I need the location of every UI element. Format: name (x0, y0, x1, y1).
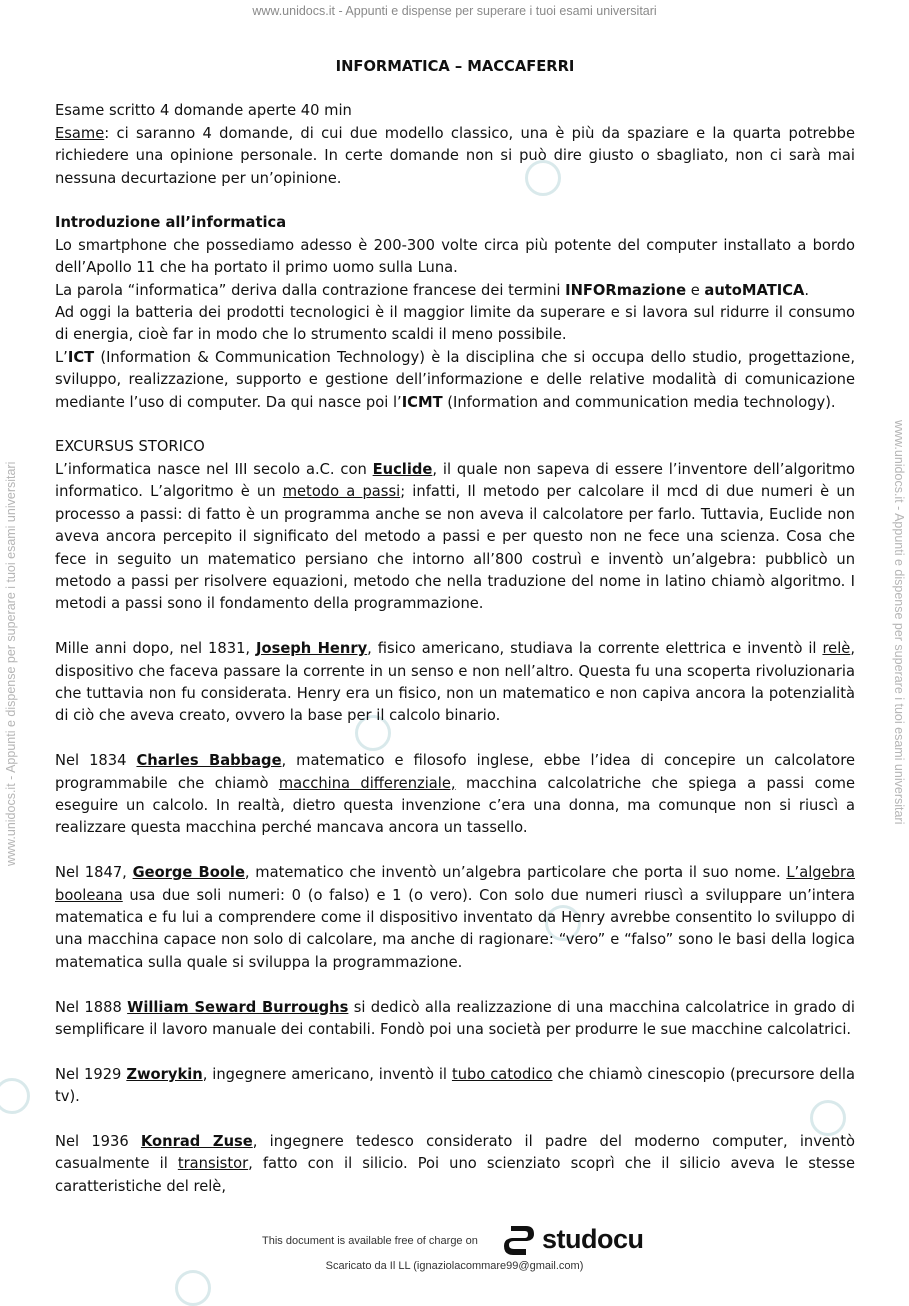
ex3-start: Nel 1834 (55, 752, 137, 770)
ex3-end: macchina calcolatriche che spiega a passi come eseguire un calcolo. In realtà, dietro questa invenzione c’era una donna, ma comunque non si riuscì a realizzare questa macchina perché mancava ancora un tassello. (55, 774, 855, 837)
ex2-start: Mille anni dopo, nel 1831, (55, 640, 257, 658)
ex6-start: Nel 1929 (55, 1065, 127, 1083)
top-watermark-banner: www.unidocs.it - Appunti e dispense per superare i tuoi esami universitari (252, 4, 657, 18)
excursus-babbage (55, 750, 855, 840)
informazione-term: INFORmazione (565, 281, 687, 299)
excursus-henry (55, 638, 855, 728)
exam-info-line: Esame scritto 4 domande aperte 40 min (55, 102, 352, 120)
excursus-boole (55, 862, 855, 974)
exam-description (55, 123, 855, 190)
studocu-logo-text[interactable]: studocu (542, 1224, 644, 1254)
available-text: This document is available free of charge on (262, 1235, 478, 1247)
ex7-mid: , ingegnere tedesco considerato il padre del moderno computer, inventò casualmente il (55, 1132, 856, 1173)
ex5-end: si dedicò alla realizzazione di una macchina calcolatrice in grado di semplificare il lavoro manuale dei contabili. Fondò poi una società per produrre le sue macchine calcolatrici. (55, 998, 855, 1038)
intro-p4-text: (Information & Communication Technology) è la disciplina che si occupa dello studio, progettazione, sviluppo, realizzazione, supporto e gestione dell’informazione e delle relative modalità di comunicazione mediante l’uso di computer. Da qui nasce poi l’ (55, 348, 855, 411)
exam-label: Esame (55, 124, 105, 142)
intro-p2-text: La parola “informatica” deriva dalla contrazione francese dei termini (55, 281, 566, 299)
burroughs-name: William Seward Burroughs (127, 998, 349, 1016)
right-side-watermark (892, 420, 906, 920)
ex4-end: usa due soli numeri: 0 (o falso) e 1 (o vero). Con solo due numeri riuscì a sviluppare un’intera matematica e fu lui a comprendere come il dispositivo inventato da Henry avrebbe consentito lo sviluppo di una macchina capace non solo di calcolare, ma anche di ragionare: “vero” e “falso” sono le basi della logica matematica sulla quale si sviluppa la programmazione. (55, 886, 855, 971)
transistor-term: transistor (177, 1155, 249, 1173)
left-side-watermark-text: www.unidocs.it - Appunti e dispense per superare i tuoi esami universitari (4, 461, 18, 866)
ex4-mid: , matematico che inventò un’algebra particolare che porta il suo nome. (244, 864, 787, 882)
studocu-logo-icon (502, 1222, 538, 1258)
ex6-mid: , ingegnere americano, inventò il (202, 1065, 452, 1083)
ex2-mid: , fisico americano, studiava la corrente elettrica e inventò il (367, 640, 823, 658)
excursus-euclide (55, 459, 855, 616)
ict-term: ICT (67, 348, 95, 366)
intro-p4-end: (Information and communication media technology). (442, 393, 836, 411)
left-side-watermark (4, 366, 18, 866)
downloaded-by-text: Scaricato da Il LL (ignaziolacommare99@gmail.com) (325, 1260, 584, 1272)
intro-paragraph-3: Ad oggi la batteria dei prodotti tecnologici è il maggior limite da superare e si lavora sul ridurre il consumo di energia, cioè far in modo che lo strumento scaldi il meno possibile. (55, 304, 855, 344)
ex4-start: Nel 1847, (55, 864, 133, 882)
henry-name: Joseph Henry (256, 640, 368, 658)
excursus-zworykin (55, 1064, 855, 1109)
automatica-term: autoMATICA (704, 281, 805, 299)
zuse-name: Konrad Zuse (140, 1132, 253, 1150)
ex3-mid: , matematico e filosofo inglese, ebbe l’idea di concepire un calcolatore programmabile che chiamò (55, 752, 855, 792)
document-title: INFORMATICA – MACCAFERRI (335, 58, 575, 75)
intro-p4-start: L’ (55, 348, 68, 366)
icmt-term: ICMT (401, 393, 443, 411)
intro-p2-end: . (804, 281, 810, 299)
ex1-end: ; infatti, Il metodo per calcolare il mcd di due numeri è un processo a passi: di fatto è un programma anche se non aveva il calcolatore per farlo. Tuttavia, Euclide non aveva ancora percepito il significato del metodo a passi e per questo non ne fece una scienza. Cosa che fece in seguito un matematico persiano che intorno all’800 costruì e inventò un’algebra: pubblicò un metodo a passi per risolvere equazioni, metodo che nella traduzione del nome in latino chiamò algoritmo. I metodi a passi sono il fondamento della programmazione. (55, 483, 856, 613)
euclide-name: Euclide (372, 460, 433, 478)
algebra-booleana-term: L’algebra booleana (55, 864, 856, 904)
babbage-name: Charles Babbage (136, 752, 282, 770)
ex2-end: , dispositivo che faceva passare la corrente in un senso e non nell’altro. Questa fu una scoperta rivoluzionaria che tuttavia non fu considerata. Henry era un fisico, non un matematico e non capiva ancora la potenzialità di ciò che aveva creato, ovvero la base per il calcolo binario. (55, 640, 855, 725)
ex1-start: L’informatica nasce nel III secolo a.C. con (55, 460, 373, 478)
metodo-a-passi-term: metodo a passi (282, 483, 401, 501)
excursus-zuse (55, 1131, 855, 1198)
intro-heading: Introduzione all’informatica (55, 214, 287, 232)
excursus-burroughs (55, 997, 855, 1042)
watermark-logo-icon (0, 1078, 30, 1114)
document-body (55, 56, 855, 1198)
macchina-differenziale-term: macchina differenziale, (278, 774, 456, 792)
watermark-logo-icon (175, 1270, 211, 1306)
ex5-start: Nel 1888 (55, 998, 128, 1016)
ex7-end: , fatto con il silicio. Poi uno scienziato scoprì che il silicio aveva le stesse caratteristiche del relè, (55, 1155, 855, 1195)
rele-term: relè (822, 640, 851, 658)
ex6-end: che chiamò cinescopio (precursore della tv). (55, 1065, 855, 1106)
ex7-start: Nel 1936 (55, 1132, 141, 1150)
intro-paragraph-4 (55, 347, 855, 414)
boole-name: George Boole (132, 864, 245, 882)
intro-paragraph-2 (55, 280, 855, 302)
intro-p2-and: e (686, 281, 705, 299)
tubo-catodico-term: tubo catodico (451, 1065, 553, 1083)
exam-text: : ci saranno 4 domande, di cui due modello classico, una è più da spaziare e la quarta potrebbe richiedere una opinione personale. In certe domande non si può dire giusto o sbagliato, non ci sarà mai nessuna decurtazione per un’opinione. (55, 124, 855, 187)
studocu-footer (0, 1222, 909, 1262)
zworykin-name: Zworykin (126, 1065, 203, 1083)
ex1-mid: , il quale non sapeva di essere l’inventore dell’algoritmo informatico. L’algoritmo è un (55, 460, 855, 501)
right-side-watermark-text: www.unidocs.it - Appunti e dispense per superare i tuoi esami universitari (892, 420, 906, 825)
intro-paragraph-1: Lo smartphone che possediamo adesso è 200-300 volte circa più potente del computer installato a bordo dell’Apollo 11 che ha portato il primo uomo sulla Luna. (55, 236, 855, 277)
excursus-heading: EXCURSUS STORICO (55, 438, 205, 456)
